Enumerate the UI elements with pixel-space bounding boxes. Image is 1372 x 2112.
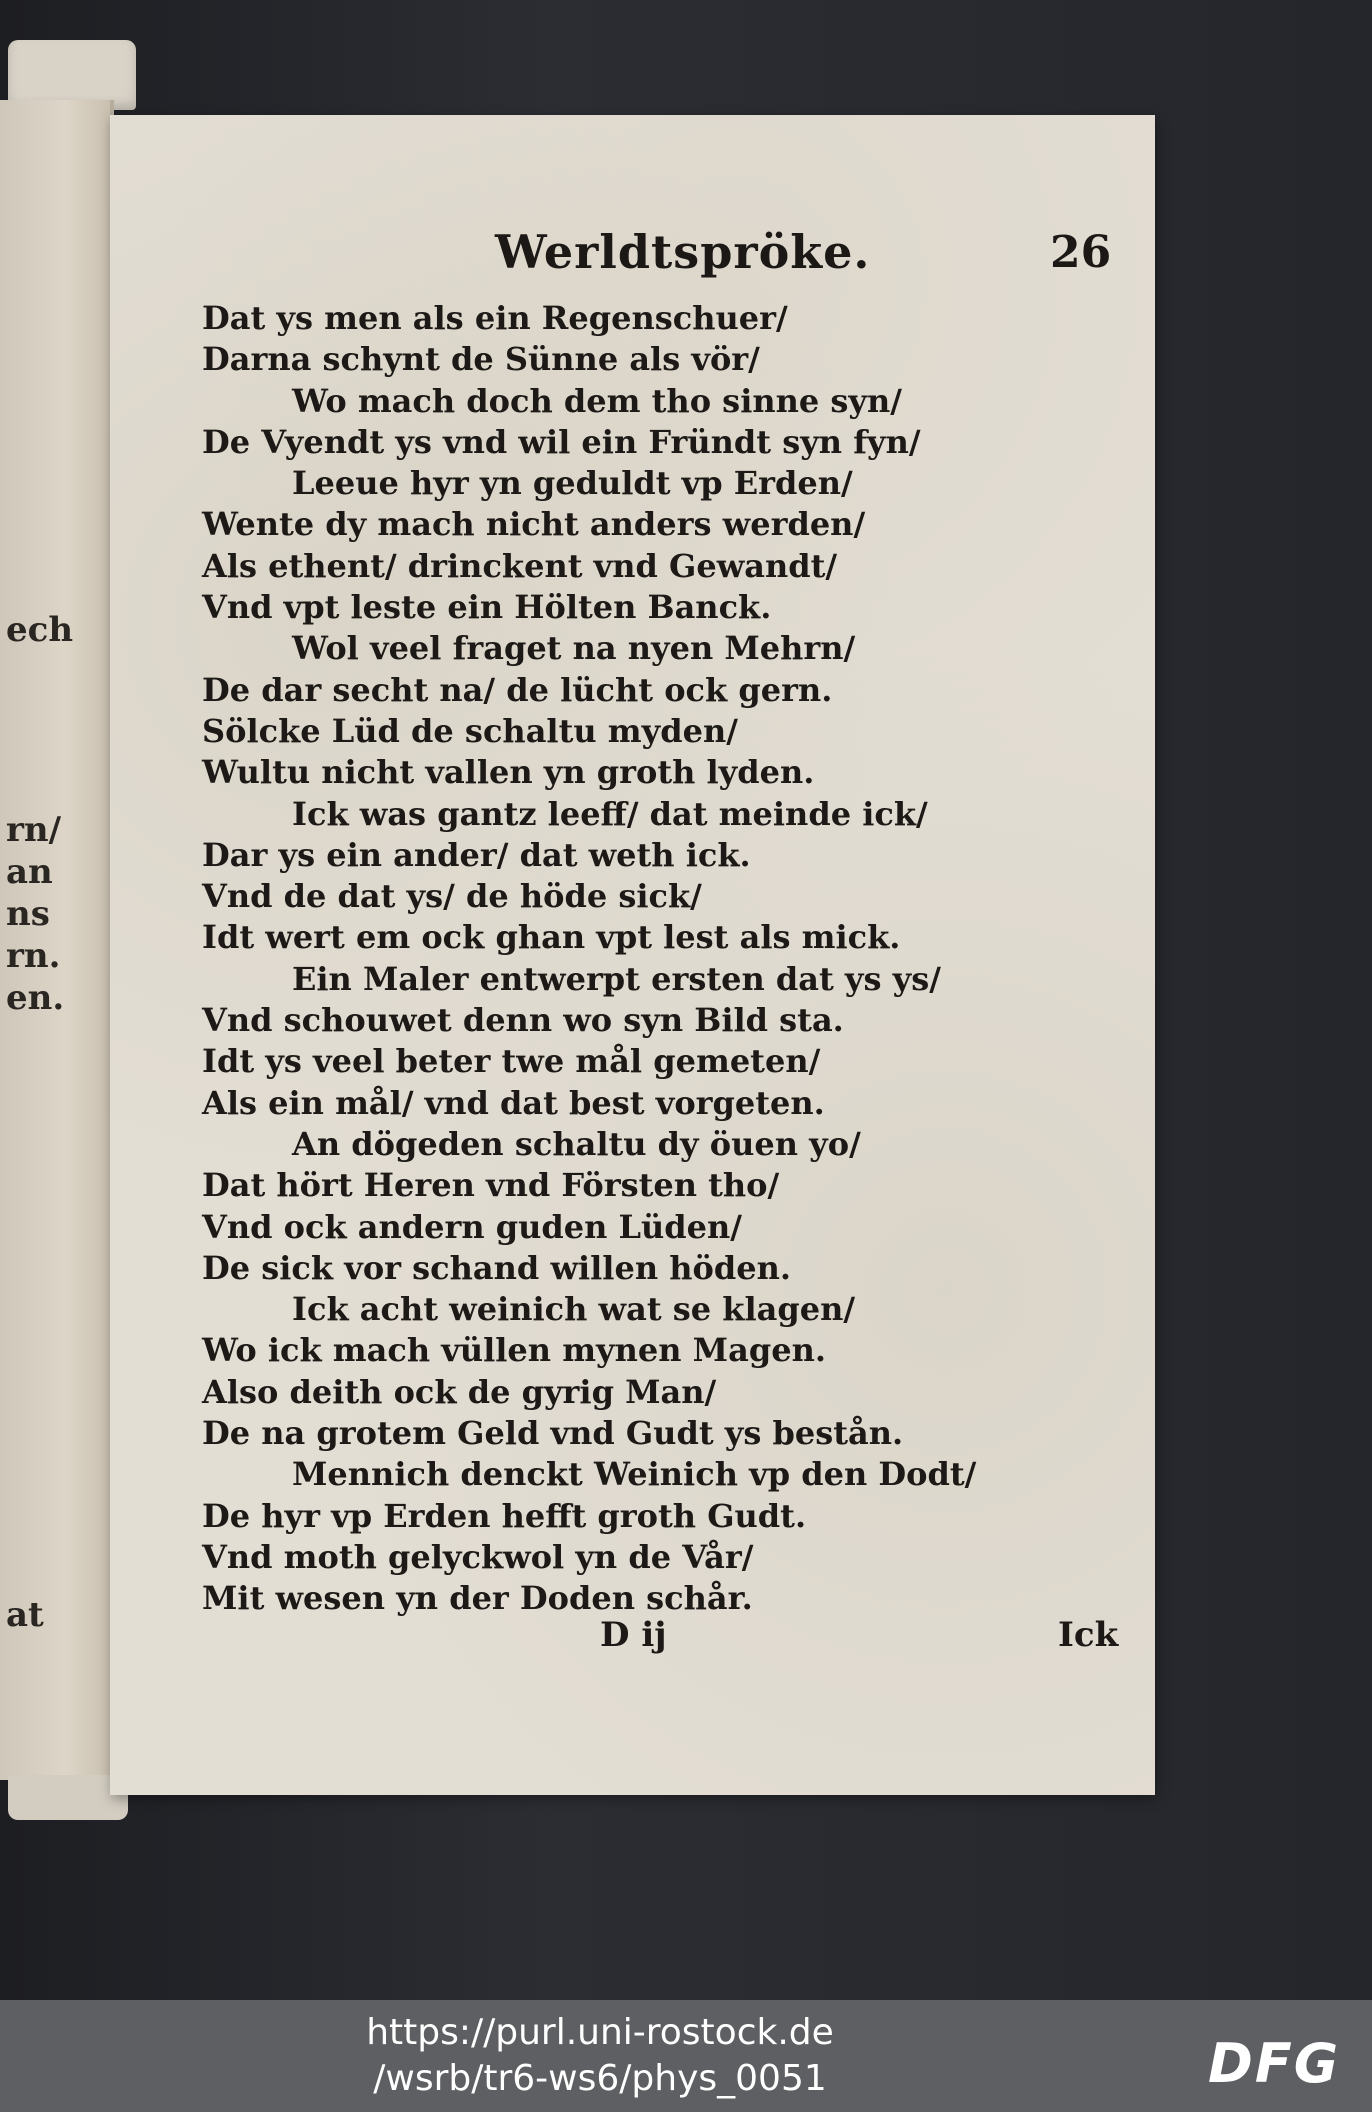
verse-line: Wultu nicht vallen yn groth lyden.	[202, 753, 815, 792]
verse-line: Wo ick mach vüllen mynen Magen.	[202, 1331, 826, 1370]
dfg-logo: DFG	[1208, 2032, 1341, 2095]
verse-line: Idt wert em ock ghan vpt lest als mick.	[202, 918, 901, 957]
verse-line: De hyr vp Erden hefft groth Gudt.	[202, 1496, 807, 1535]
signature-mark: D ij	[600, 1615, 667, 1655]
left-page-fragment: ns	[6, 894, 50, 934]
left-page-fragment: en.	[6, 978, 65, 1018]
verse-line: Leeue hyr yn geduldt vp Erden/	[292, 464, 853, 503]
left-page-fragment: ech	[6, 610, 74, 650]
verse-line: De Vyendt ys vnd wil ein Fründt syn fyn/	[202, 422, 921, 461]
left-page-fragment: rn.	[6, 936, 61, 976]
verse-line: Idt ys veel beter twe mål gemeten/	[202, 1042, 821, 1081]
verse-line: Vnd ock andern guden Lüden/	[202, 1207, 742, 1246]
left-page-edge	[0, 100, 114, 1780]
left-page-fragment: at	[6, 1595, 44, 1635]
verse-line: De sick vor schand willen höden.	[202, 1248, 791, 1287]
verse-line: Ick was gantz leeff/ dat meinde ick/	[292, 794, 928, 833]
verse-line: Sölcke Lüd de schaltu myden/	[202, 711, 738, 750]
verse-line: Darna schynt de Sünne als vör/	[202, 340, 760, 379]
verse-line: Vnd de dat ys/ de höde sick/	[202, 877, 702, 916]
verse-line: Also deith ock de gyrig Man/	[202, 1372, 717, 1411]
verse-line: Als ethent/ drinckent vnd Gewandt/	[202, 546, 838, 585]
verse-line: Wo mach doch dem tho sinne syn/	[292, 381, 902, 420]
verse-line: An dögeden schaltu dy öuen yo/	[292, 1124, 861, 1163]
verse-line: Dar ys ein ander/ dat weth ick.	[202, 835, 751, 874]
viewer-footer	[0, 2000, 1372, 2112]
left-page-fragment: an	[6, 852, 53, 892]
permalink-line-2[interactable]: /wsrb/tr6-ws6/phys_0051	[373, 2058, 827, 2099]
left-page-fragment: rn/	[6, 810, 62, 850]
verse-text	[202, 298, 1122, 1620]
permalink-line-1[interactable]: https://purl.uni-rostock.de	[366, 2012, 834, 2053]
verse-line: Ein Maler entwerpt ersten dat ys ys/	[292, 959, 941, 998]
running-head: Werldtspröke.	[495, 225, 871, 279]
verse-line: De na grotem Geld vnd Gudt ys bestån.	[202, 1414, 904, 1453]
verse-line: Wente dy mach nicht anders werden/	[202, 505, 866, 544]
verse-line: Vnd vpt leste ein Hölten Banck.	[202, 588, 772, 627]
verse-line: Dat ys men als ein Regenschuer/	[202, 299, 788, 337]
verse-line: Wol veel fraget na nyen Mehrn/	[292, 629, 856, 668]
verse-line: De dar secht na/ de lücht ock gern.	[202, 670, 833, 709]
verse-line: Als ein mål/ vnd dat best vorgeten.	[202, 1083, 825, 1122]
permalink[interactable]	[360, 2010, 840, 2102]
catchword: Ick	[1058, 1615, 1119, 1655]
verse-line: Vnd schouwet denn wo syn Bild sta.	[202, 1001, 844, 1040]
verse-line: Dat hört Heren vnd Försten tho/	[202, 1166, 780, 1205]
verse-line: Vnd moth gelyckwol yn de Vår/	[202, 1537, 754, 1576]
page-number: 26	[1050, 227, 1112, 278]
book-page	[110, 115, 1155, 1795]
verse-line: Mennich denckt Weinich vp den Dodt/	[292, 1455, 977, 1494]
verse-line: Ick acht weinich wat se klagen/	[292, 1290, 856, 1329]
verse-line: Mit wesen yn der Doden schår.	[202, 1579, 753, 1618]
